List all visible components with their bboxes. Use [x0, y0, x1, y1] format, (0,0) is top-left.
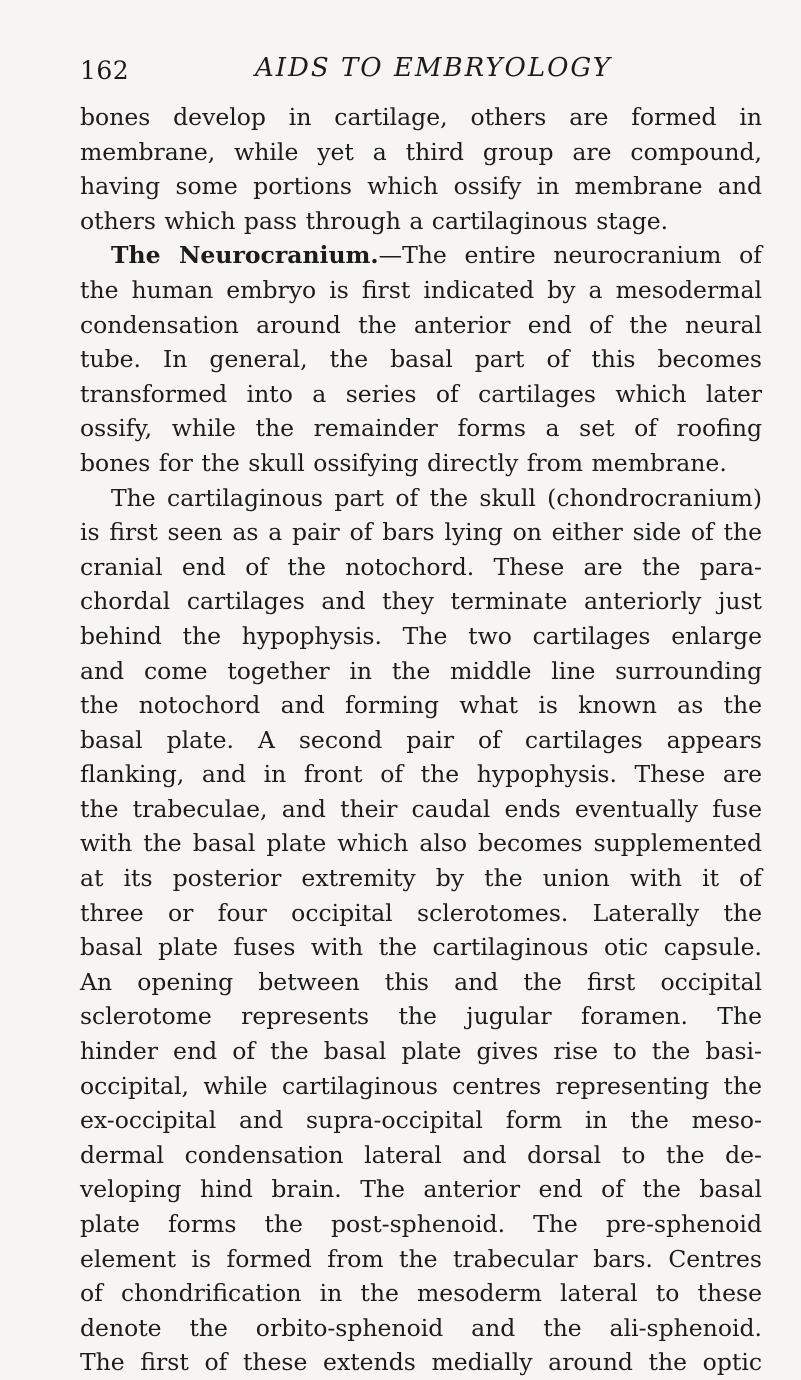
text-line: basal plate. A second pair of cartilages appears — [80, 725, 762, 754]
text-line: having some portions which ossify in membrane and — [80, 172, 762, 201]
text-line: plate forms the post-sphenoid. The pre-sphenoid — [80, 1210, 762, 1238]
page-number: 162 — [80, 56, 130, 85]
text-line: the notochord and forming what is known as the — [80, 691, 762, 720]
body-text — [80, 100, 762, 1380]
running-head — [80, 50, 762, 90]
text-line: is first seen as a pair of bars lying on either side of the — [80, 518, 762, 547]
text-line: bones develop in cartilage, others are formed in — [80, 103, 762, 131]
text-line: membrane, while yet a third group are compound, — [80, 137, 762, 166]
text-line: dermal condensation lateral and dorsal to the de- — [80, 1140, 762, 1169]
text-line: veloping hind brain. The anterior end of the basal — [80, 1175, 762, 1204]
text-line: the human embryo is first indicated by a mesodermal — [80, 275, 762, 304]
text-line: with the basal plate which also becomes supplemented — [80, 829, 762, 858]
text-line: cranial end of the notochord. These are the para- — [80, 552, 762, 581]
text-line: An opening between this and the first occipital — [80, 967, 762, 996]
text-line: The cartilaginous part of the skull (chondrocranium) — [111, 483, 762, 512]
text-line: behind the hypophysis. The two cartilages enlarge — [80, 621, 762, 650]
text-line: ex-occipital and supra-occipital form in the meso- — [80, 1106, 762, 1135]
text-line: hinder end of the basal plate gives rise to the basi- — [80, 1037, 762, 1066]
text-line: and come together in the middle line surrounding — [80, 656, 762, 685]
text-line: occipital, while cartilaginous centres representing the — [80, 1071, 762, 1100]
text-line-with-heading — [80, 238, 762, 273]
text-line: basal plate fuses with the cartilaginous otic capsule. — [80, 933, 762, 962]
text-line: bones for the skull ossifying directly from membrane. — [80, 448, 727, 477]
text-line: of chondrification in the mesoderm lateral to these — [80, 1279, 762, 1308]
text-line: element is formed from the trabecular bars. Centres — [80, 1244, 762, 1273]
text-line: sclerotome represents the jugular foramen. The — [80, 1002, 762, 1031]
text-line: flanking, and in front of the hypophysis. These are — [80, 760, 762, 789]
section-heading: The Neurocranium. — [111, 241, 379, 270]
text-line-rest: —The entire neurocranium of — [378, 241, 762, 270]
text-line: chordal cartilages and they terminate anteriorly just — [80, 587, 762, 616]
text-line: others which pass through a cartilaginous stage. — [80, 206, 669, 235]
text-line: transformed into a series of cartilages which later — [80, 379, 762, 408]
text-line: at its posterior extremity by the union with it of — [80, 864, 762, 893]
text-line: The first of these extends medially around the optic — [80, 1348, 762, 1377]
text-line: the trabeculae, and their caudal ends eventually fuse — [80, 794, 762, 823]
text-line: three or four occipital sclerotomes. Laterally the — [80, 898, 762, 927]
book-page — [80, 50, 762, 1380]
text-line: ossify, while the remainder forms a set of roofing — [80, 414, 762, 443]
text-line: condensation around the anterior end of the neural — [80, 310, 762, 339]
running-title: AIDS TO EMBRYOLOGY — [255, 53, 612, 83]
text-line: tube. In general, the basal part of this becomes — [80, 345, 762, 374]
text-line: denote the orbito-sphenoid and the ali-sphenoid. — [80, 1313, 762, 1342]
